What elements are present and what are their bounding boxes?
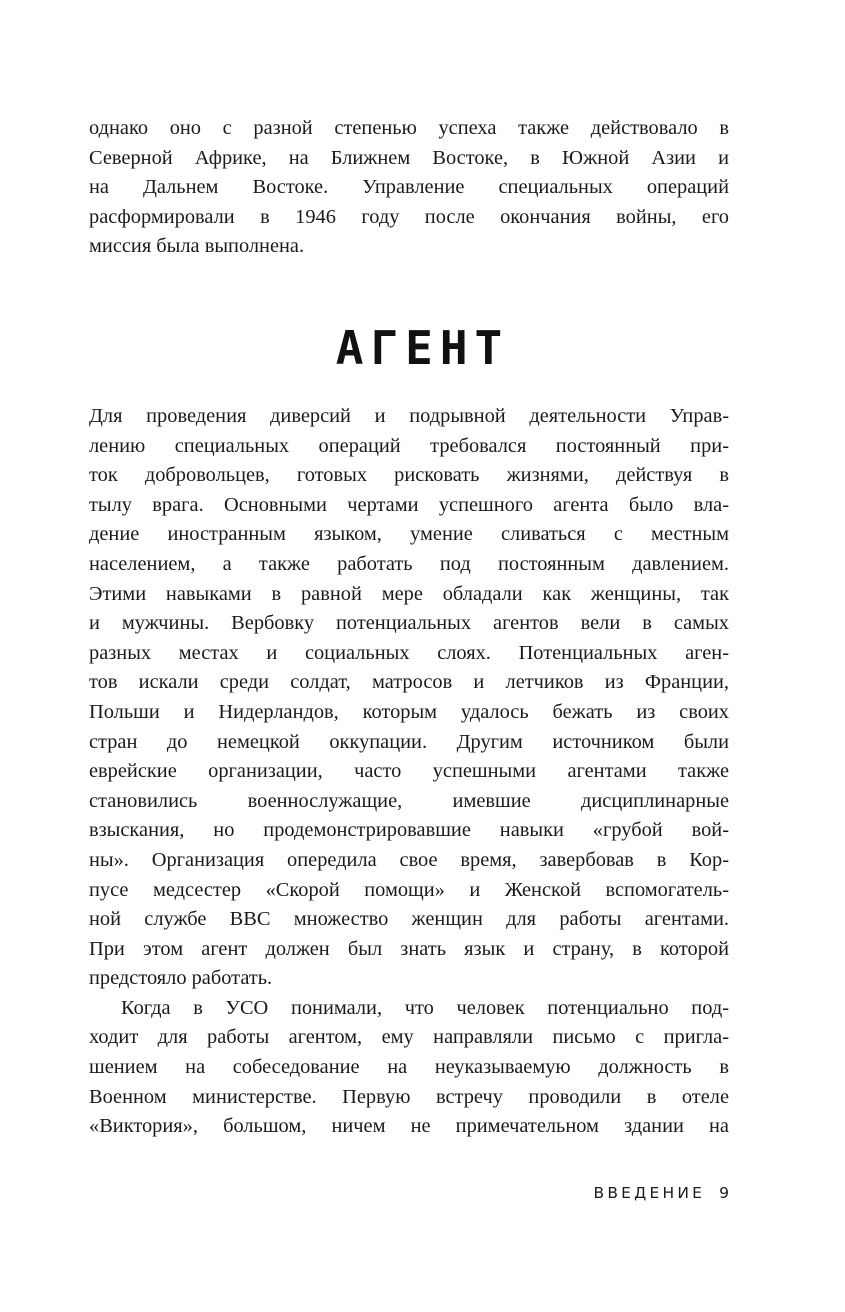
- text-line: ной службе ВВС множество женщин для работы агентами.: [89, 908, 729, 931]
- text-line: Северной Африке, на Ближнем Востоке, в Южной Азии и: [89, 146, 729, 169]
- text-line: Для проведения диверсий и подрывной деятельности Управ-: [89, 405, 729, 427]
- text-line: ны». Организация опередила свое время, завербовав в Кор-: [89, 848, 729, 871]
- text-line: шением на собеседование на неуказываемую должность в: [89, 1056, 729, 1079]
- section-name: ВВЕДЕНИЕ: [593, 1184, 706, 1202]
- text-line: пусе медсестер «Скорой помощи» и Женской вспомогатель-: [89, 878, 729, 901]
- text-line: Польши и Нидерландов, которым удалось бежать из своих: [89, 700, 729, 723]
- text-line: ходит для работы агентом, ему направляли письмо с пригла-: [89, 1026, 729, 1049]
- text-line: взыскания, но продемонстрировавшие навыки «грубой вой-: [89, 819, 729, 842]
- text-line: и мужчины. Вербовку потенциальных агентов вели в самых: [89, 612, 729, 635]
- running-footer: [594, 1184, 729, 1202]
- text-line: стран до немецкой оккупации. Другим источником были: [89, 730, 729, 753]
- text-line: разных местах и социальных слоях. Потенциальных аген-: [89, 641, 729, 664]
- text-line: еврейские организации, часто успешными агентами также: [89, 760, 729, 783]
- text-line: При этом агент должен был знать язык и страну, в которой: [89, 937, 729, 960]
- text-line: дение иностранным языком, умение сливаться с местным: [89, 523, 729, 546]
- section-heading: АГЕНТ: [335, 321, 510, 375]
- text-line: миссия была выполнена.: [89, 235, 305, 258]
- body-text: [89, 402, 729, 1142]
- paragraph-2: [89, 994, 729, 1142]
- text-line: тов искали среди солдат, матросов и летчиков из Франции,: [89, 671, 729, 694]
- text-line: становились военнослужащие, имевшие дисциплинарные: [89, 789, 729, 812]
- text-line: предстояло работать.: [89, 967, 273, 990]
- text-line: расформировали в 1946 году после окончания войны, его: [89, 205, 729, 228]
- text-line: Когда в УСО понимали, что человек потенциально под-: [121, 996, 729, 1019]
- text-line: однако оно с разной степенью успеха также действовало в: [89, 117, 729, 139]
- text-line: лению специальных операций требовался постоянный при-: [89, 434, 729, 457]
- text-line: на Дальнем Востоке. Управление специальных операций: [89, 176, 729, 199]
- text-line: «Виктория», большом, ничем не примечательном здании на: [89, 1115, 729, 1138]
- text-line: Этими навыками в равной мере обладали как женщины, так: [89, 582, 729, 605]
- intro-paragraph: [89, 114, 729, 262]
- text-line: населением, а также работать под постоянным давлением.: [89, 552, 729, 575]
- paragraph-1: [89, 402, 729, 994]
- page-number: 9: [719, 1184, 729, 1202]
- text-line: Военном министерстве. Первую встречу проводили в отеле: [89, 1085, 729, 1108]
- text-line: тылу врага. Основными чертами успешного агента было вла-: [89, 493, 729, 516]
- text-line: ток добровольцев, готовых рисковать жизнями, действуя в: [89, 464, 729, 487]
